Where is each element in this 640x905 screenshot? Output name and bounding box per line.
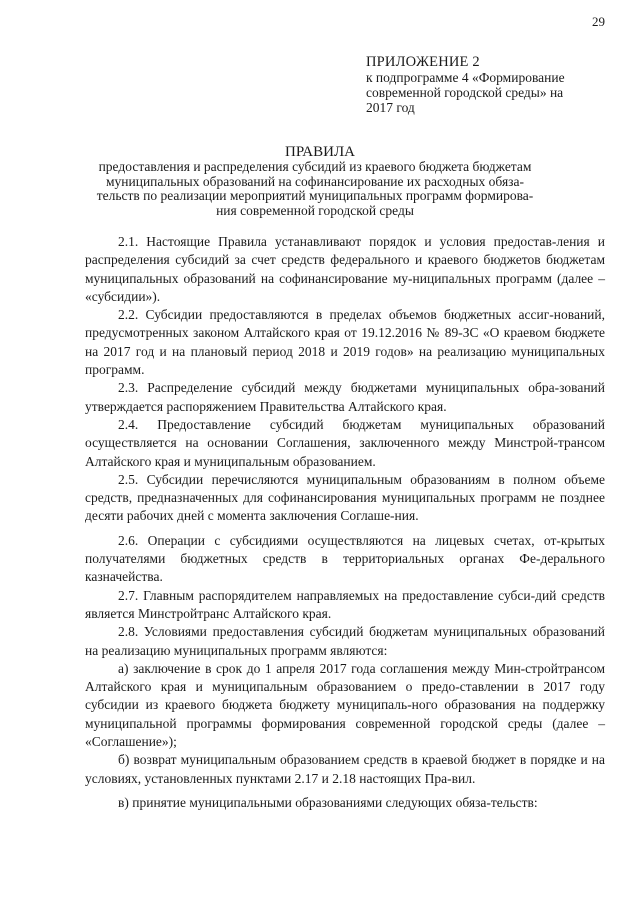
- paragraph-2-4: 2.4. Предоставление субсидий бюджетам муниципальных образований осуществляется на основании Соглашения, заключенного между Минстрой-трансом Алтайского края и муниципальным образованием.: [85, 416, 605, 469]
- paragraph-2-1: 2.1. Настоящие Правила устанавливают порядок и условия предостав-ления и распределения субсидий за счет средств федерального и краевого бюджетов бюджетам муниципальных образований на софинансирование му-ниципальных программ (далее – «субсидии»).: [85, 234, 605, 304]
- document-body: [85, 233, 605, 812]
- paragraph-2-5: 2.5. Субсидии перечисляются муниципальным образованиям в полном объеме средств, предназначенных для софинансирования муниципальных программ не позднее десяти рабочих дней с момента заключения Соглаше-ния.: [85, 471, 605, 524]
- appendix-header: [366, 55, 616, 115]
- paragraph-2-7: 2.7. Главным распорядителем направляемых на предоставление субси-дий средств является Минстройтранс Алтайского края.: [85, 587, 605, 621]
- rules-subtitle-line: муниципальных образований на софинансирование их расходных обяза-: [105, 173, 524, 189]
- paragraph-2-8-v: в) принятие муниципальными образованиями следующих обяза-тельств:: [118, 794, 538, 810]
- paragraph-2-2: 2.2. Субсидии предоставляются в пределах объемов бюджетных ассиг-нований, предусмотренных законом Алтайского края от 19.12.2016 № 89-ЗС «О краевом бюджете на 2017 год и на плановый период 2018 и 2019 годов» на реализацию муниципальных программ.: [85, 307, 605, 378]
- paragraph-2-8-b: б) возврат муниципальным образованием средств в краевой бюджет в порядке и на условиях, установленных пунктами 2.17 и 2.18 настоящих Пра-вил.: [85, 752, 605, 786]
- paragraph-2-3: 2.3. Распределение субсидий между бюджетами муниципальных обра-зований утверждается распоряжением Правительства Алтайского края.: [85, 380, 605, 414]
- rules-subtitle-line: предоставления и распределения субсидий из краевого бюджета бюджетам: [98, 159, 532, 174]
- rules-subtitle-line: ния современной городской среды: [216, 202, 414, 218]
- appendix-title: ПРИЛОЖЕНИЕ 2: [366, 54, 480, 70]
- paragraph-2-6: 2.6. Операции с субсидиями осуществляются на лицевых счетах, от-крытых получателями бюджетных средств в территориальных органах Фе-дерального казначейства.: [85, 532, 605, 585]
- page-number: 29: [592, 14, 605, 29]
- rules-subtitle: [80, 160, 550, 218]
- rules-title: ПРАВИЛА: [285, 144, 355, 160]
- appendix-line: современной городской среды» на: [366, 85, 564, 100]
- appendix-line: к подпрограмме 4 «Формирование: [366, 70, 565, 85]
- paragraph-2-8: 2.8. Условиями предоставления субсидий бюджетам муниципальных образований на реализацию муниципальных программ являются:: [85, 624, 605, 658]
- paragraph-2-8-a: а) заключение в срок до 1 апреля 2017 года соглашения между Мин-стройтрансом Алтайского края и муниципальным образованием о предо-ставлении в 2017 году субсидии из краевого бюджета бюджету муниципаль-ного образования на поддержку муниципальной программы формирования современной городской среды (далее – «Соглашение»);: [85, 660, 605, 750]
- rules-subtitle-line: тельств по реализации мероприятий муниципальных программ формирова-: [96, 188, 534, 203]
- appendix-line: 2017 год: [366, 100, 415, 115]
